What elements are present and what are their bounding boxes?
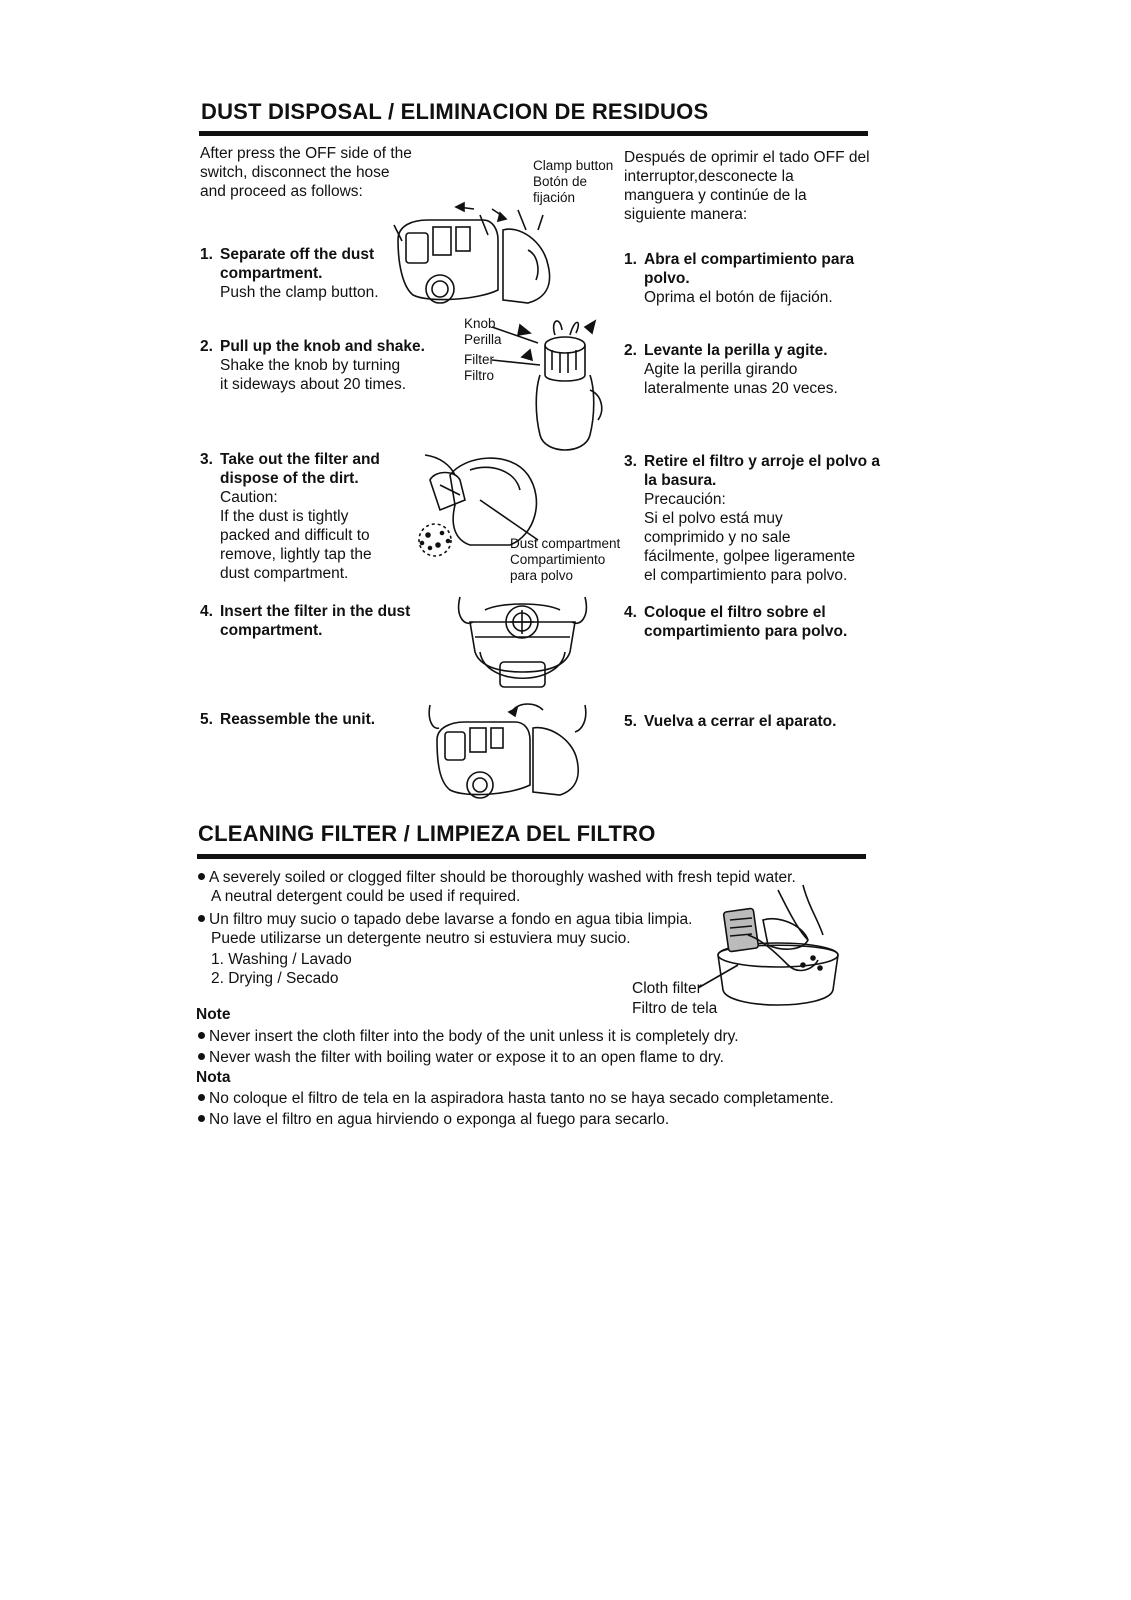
title-rule	[197, 854, 866, 859]
nota-title: Nota	[196, 1069, 231, 1086]
illustration-insert-filter	[455, 592, 590, 697]
list-item: 1. Washing / Lavado	[211, 951, 352, 968]
step-number: 5.	[624, 713, 637, 730]
step-heading: Take out the filter and	[220, 451, 380, 468]
bullet-icon	[198, 1053, 205, 1060]
step-number: 4.	[624, 604, 637, 621]
step-heading: Retire el filtro y arroje el polvo a	[644, 453, 881, 470]
nota-text: No coloque el filtro de tela en la aspiradora hasta tanto no se haya secado completamente.	[209, 1090, 834, 1107]
step-heading: compartment.	[220, 622, 323, 639]
step-number: 3.	[200, 451, 213, 468]
illustration-reassemble	[425, 700, 590, 805]
step-heading: compartimiento para polvo.	[644, 623, 848, 640]
bullet-text: Un filtro muy sucio o tapado debe lavarse a fondo en agua tibia limpia.	[209, 911, 693, 928]
step-text: comprimido y no sale	[644, 529, 791, 546]
label-line: Dust compartment	[510, 536, 621, 551]
bullet-icon	[198, 1094, 205, 1101]
step-text: fácilmente, golpee ligeramente	[644, 548, 856, 565]
intro-es-line: interruptor,desconecte la	[624, 168, 794, 185]
step-heading: Vuelva a cerrar el aparato.	[644, 713, 837, 730]
illustration-dispose-dirt	[410, 445, 550, 580]
note-list	[198, 1027, 898, 1067]
step-es-5	[624, 712, 886, 731]
knob-label	[464, 316, 502, 348]
bullet-icon	[198, 873, 205, 880]
step-text: Precaución:	[644, 491, 726, 508]
list-item: 2. Drying / Secado	[211, 970, 339, 987]
label-line: Botón de	[533, 174, 588, 189]
step-es-3	[624, 452, 899, 585]
step-text: el compartimiento para polvo.	[644, 567, 848, 584]
step-number: 1.	[200, 246, 213, 263]
step-text: lateralmente unas 20 veces.	[644, 380, 838, 397]
bullet-icon	[198, 1115, 205, 1122]
bullet-text: A neutral detergent could be used if required.	[211, 888, 521, 905]
illustration-separate-compartment	[388, 195, 568, 310]
step-number: 2.	[200, 338, 213, 355]
label-line: Filter	[464, 352, 494, 367]
bullet-es-wash	[198, 910, 718, 948]
intro-es-line: Después de oprimir el tado OFF del	[624, 149, 870, 166]
note-text: Never wash the filter with boiling water or expose it to an open flame to dry.	[209, 1049, 724, 1066]
step-number: 5.	[200, 711, 213, 728]
label-line: Perilla	[464, 332, 502, 347]
step-es-2	[624, 341, 886, 398]
step-text: Shake the knob by turning	[220, 357, 401, 374]
step-text: Push the clamp button.	[220, 284, 379, 301]
note-title: Note	[196, 1006, 231, 1023]
step-en-4	[200, 602, 435, 640]
nota-text: No lave el filtro en agua hirviendo o exponga al fuego para secarlo.	[209, 1111, 670, 1128]
step-heading: la basura.	[644, 472, 717, 489]
step-text: dust compartment.	[220, 565, 349, 582]
intro-en	[200, 144, 440, 201]
step-text: Oprima el botón de fijación.	[644, 289, 833, 306]
label-line: Compartimiento	[510, 552, 606, 567]
label-line: Knob	[464, 316, 496, 331]
intro-es-line: siguiente manera:	[624, 206, 748, 223]
step-text: it sideways about 20 times.	[220, 376, 407, 393]
step-heading: compartment.	[220, 265, 323, 282]
step-text: remove, lightly tap the	[220, 546, 372, 563]
label-line: Clamp button	[533, 158, 614, 173]
step-number: 4.	[200, 603, 213, 620]
step-en-2	[200, 337, 435, 394]
note-text: Never insert the cloth filter into the body of the unit unless it is completely dry.	[209, 1028, 739, 1045]
bullet-text: Puede utilizarse un detergente neutro si estuviera muy sucio.	[211, 930, 631, 947]
step-text: If the dust is tightly	[220, 508, 349, 525]
illustration-knob-shake	[510, 305, 620, 465]
nota-list	[198, 1089, 898, 1129]
step-heading: Insert the filter in the dust	[220, 603, 411, 620]
label-line: fijación	[533, 190, 576, 205]
bullet-text: A severely soiled or clogged filter should be thoroughly washed with fresh tepid water.	[209, 869, 796, 886]
step-heading: Pull up the knob and shake.	[220, 338, 425, 355]
section-title-cleaning: CLEANING FILTER / LIMPIEZA DEL FILTRO	[198, 821, 656, 846]
title-rule	[199, 131, 868, 136]
label-line: Cloth filter	[632, 980, 702, 997]
step-number: 1.	[624, 251, 637, 268]
section-title-dust: DUST DISPOSAL / ELIMINACION DE RESIDUOS	[201, 99, 709, 124]
label-line: Filtro	[464, 368, 494, 383]
illustration-washing-filter	[708, 880, 848, 1015]
step-number: 2.	[624, 342, 637, 359]
step-heading: Abra el compartimiento para	[644, 251, 855, 268]
label-line: para polvo	[510, 568, 574, 583]
bullet-icon	[198, 1032, 205, 1039]
step-es-4	[624, 603, 886, 641]
step-heading: Levante la perilla y agite.	[644, 342, 828, 359]
intro-es-line: manguera y continúe de la	[624, 187, 807, 204]
steps-list	[211, 950, 352, 988]
step-number: 3.	[624, 453, 637, 470]
step-text: Caution:	[220, 489, 278, 506]
step-es-1	[624, 250, 886, 307]
intro-en-line: and proceed as follows:	[200, 183, 363, 200]
step-heading: Separate off the dust	[220, 246, 375, 263]
intro-es	[624, 148, 884, 224]
intro-en-line: switch, disconnect the hose	[200, 164, 390, 181]
step-heading: Coloque el filtro sobre el	[644, 604, 826, 621]
bullet-icon	[198, 915, 205, 922]
filter-label	[464, 352, 494, 384]
step-en-5	[200, 710, 430, 729]
step-heading: polvo.	[644, 270, 690, 287]
step-text: Si el polvo está muy	[644, 510, 783, 527]
step-text: Agite la perilla girando	[644, 361, 798, 378]
step-text: packed and difficult to	[220, 527, 370, 544]
intro-en-line: After press the OFF side of the	[200, 145, 412, 162]
label-line: Filtro de tela	[632, 1000, 718, 1017]
step-heading: dispose of the dirt.	[220, 470, 359, 487]
step-en-3	[200, 450, 420, 583]
step-heading: Reassemble the unit.	[220, 711, 376, 728]
